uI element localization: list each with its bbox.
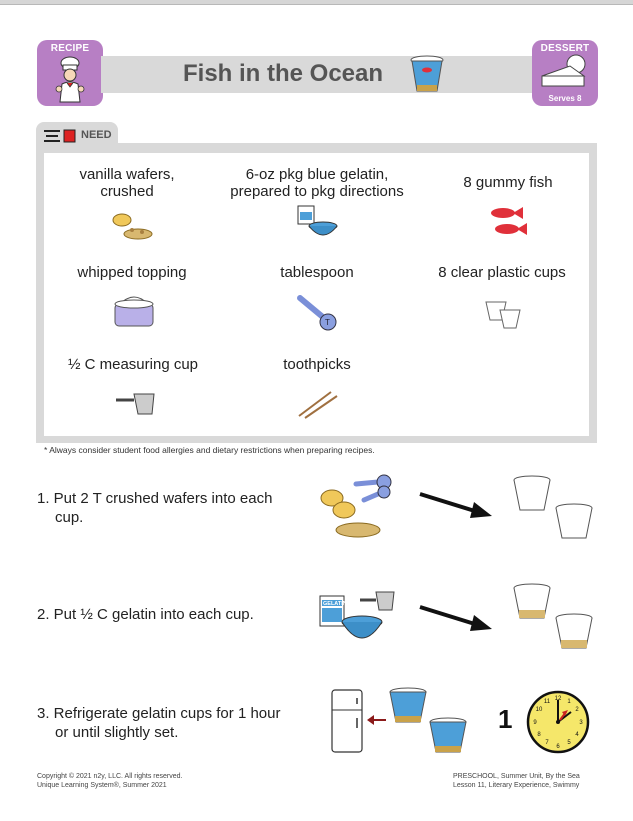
wafer-cups-icon xyxy=(512,582,596,650)
empty-cups-icon xyxy=(512,474,596,540)
dessert-badge-label: DESSERT xyxy=(540,43,590,54)
serves-label: Serves 8 xyxy=(548,94,582,103)
footer-right-line1: PRESCHOOL, Summer Unit, By the Sea xyxy=(453,773,580,780)
need-item-plastic-cups: 8 clear plastic cups xyxy=(438,264,566,281)
arrow-left-icon xyxy=(366,714,388,726)
arrow-right-icon xyxy=(418,490,494,520)
need-item-blue-gelatin: 6-oz pkg blue gelatin, prepared to pkg directions xyxy=(230,166,404,200)
svg-text:T: T xyxy=(325,318,330,327)
whipped-topping-icon xyxy=(112,294,156,330)
svg-text:3: 3 xyxy=(579,720,583,726)
dessert-badge xyxy=(532,40,598,106)
clock-icon xyxy=(526,690,590,754)
hour-count: 1 xyxy=(498,704,513,734)
svg-text:10: 10 xyxy=(535,707,543,713)
footer-copyright xyxy=(37,772,183,790)
footer-left-line2: Unique Learning System®, Summer 2021 xyxy=(37,782,167,789)
need-item-tablespoon: tablespoon xyxy=(280,264,354,281)
svg-text:6: 6 xyxy=(556,744,560,750)
refrigerator-icon xyxy=(330,688,366,754)
measuring-cup-icon xyxy=(114,390,156,418)
toothpicks-icon xyxy=(297,390,339,420)
window-top-edge xyxy=(0,0,633,5)
need-item-gummy-fish: 8 gummy fish xyxy=(463,174,553,191)
wafers-spoon-icon xyxy=(318,470,400,540)
gelatin-cups-icon xyxy=(388,686,470,756)
svg-text:12: 12 xyxy=(554,696,562,702)
need-label: NEED xyxy=(81,129,112,141)
gelatin-bowl-icon xyxy=(318,586,398,650)
plastic-cups-icon xyxy=(484,298,524,330)
need-item-measuring-cup: ½ C measuring cup xyxy=(67,356,199,373)
cake-slice-icon xyxy=(540,54,590,90)
page-title: Fish in the Ocean xyxy=(183,60,384,87)
footer-lesson-info xyxy=(453,772,580,790)
need-item-vanilla-wafers: vanilla wafers, crushed xyxy=(79,166,175,200)
svg-text:11: 11 xyxy=(543,699,551,705)
fish-cup-title-icon xyxy=(409,55,445,93)
need-item-toothpicks: toothpicks xyxy=(283,356,351,373)
recipe-badge-label: RECIPE xyxy=(50,43,90,54)
gelatin-box-label: GELATIN xyxy=(323,601,347,607)
svg-text:7: 7 xyxy=(545,740,549,746)
footer-left-line1: Copyright © 2021 n2y, LLC. All rights reserved. xyxy=(37,773,183,780)
svg-text:4: 4 xyxy=(575,732,579,738)
recipe-badge xyxy=(37,40,103,106)
step-2-text: 2. Put ½ C gelatin into each cup. xyxy=(37,606,254,623)
vanilla-wafers-icon xyxy=(110,210,156,242)
need-item-whipped-topping: whipped topping xyxy=(77,264,187,281)
arrow-right-icon-2 xyxy=(418,603,494,633)
svg-text:1: 1 xyxy=(567,699,571,705)
step-3-text: 3. Refrigerate gelatin cups for 1 hour or until slightly set. xyxy=(37,705,281,741)
allergy-note: * Always consider student food allergies and dietary restrictions when preparing recipes. xyxy=(44,445,375,455)
svg-text:9: 9 xyxy=(533,720,537,726)
step-1 xyxy=(37,489,297,527)
svg-text:2: 2 xyxy=(575,707,579,713)
tablespoon-icon xyxy=(296,294,340,332)
svg-text:8: 8 xyxy=(537,732,541,738)
step-1-text: 1. Put 2 T crushed wafers into each cup. xyxy=(37,490,273,526)
gummy-fish-icon xyxy=(487,204,529,238)
chef-icon xyxy=(54,56,86,104)
step-3 xyxy=(37,704,297,742)
blue-gelatin-icon xyxy=(296,204,338,240)
svg-text:5: 5 xyxy=(567,740,571,746)
footer-right-line2: Lesson 11, Literary Experience, Swimmy xyxy=(453,782,580,789)
step-2 xyxy=(37,605,297,624)
